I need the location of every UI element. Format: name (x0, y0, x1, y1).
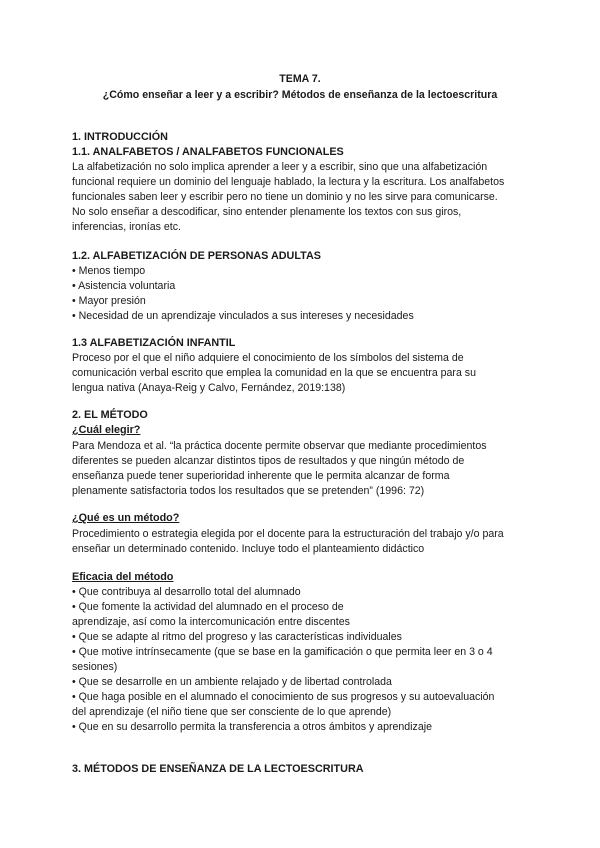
paragraph-line: Para Mendoza et al. “la práctica docente permite observar que mediante procedimientos (72, 440, 487, 452)
list-item: • Que se adapte al ritmo del progreso y las características individuales (72, 631, 402, 643)
list-item: del aprendizaje (el niño tiene que ser consciente de lo que aprende) (72, 706, 392, 718)
paragraph-line: inferencias, ironías etc. (72, 221, 181, 233)
paragraph-line: Proceso por el que el niño adquiere el conocimiento de los símbolos del sistema de (72, 352, 464, 364)
paragraph-line: No solo enseñar a descodificar, sino entender plenamente los textos con sus giros, (72, 206, 462, 218)
paragraph-line: enseñar un determinado contenido. Incluye todo el planteamiento didáctico (72, 543, 425, 555)
section-3-title: 3. MÉTODOS DE ENSEÑANZA DE LA LECTOESCRITURA (72, 763, 364, 775)
paragraph-line: funcionales saben leer y escribir pero no tiene un dominio y no les sirve para comunicarse. (72, 191, 498, 203)
paragraph-line: La alfabetización no solo implica aprender a leer y a escribir, sino que una alfabetización (72, 161, 488, 173)
paragraph-line: Procedimiento o estrategia elegida por el docente para la estructuración del trabajo y/o para (72, 528, 504, 540)
tema-heading: TEMA 7. (279, 73, 321, 85)
paragraph-line: comunicación verbal escrito que emplea la comunidad en la que se encuentra para su (72, 367, 476, 379)
paragraph-line: diferentes se pueden alcanzar distintos tipos de resultados y que ningún método de (72, 455, 465, 467)
document-subtitle: ¿Cómo enseñar a leer y a escribir? Métodos de enseñanza de la lectoescritura (102, 89, 498, 101)
paragraph-line: enseñanza puede tener superioridad inherente que le permita alcanzar de forma (72, 470, 450, 482)
list-item: • Que fomente la actividad del alumnado en el proceso de (72, 601, 344, 613)
section-1-2-title: 1.2. ALFABETIZACIÓN DE PERSONAS ADULTAS (72, 250, 321, 262)
question-cual-elegir: ¿Cuál elegir? (72, 424, 141, 436)
paragraph-line: funcional requiere un dominio del lenguaje hablado, la lectura y la escritura. Los analfabetos (72, 176, 505, 188)
list-item: • Mayor presión (72, 295, 146, 307)
paragraph-line: lengua nativa (Anaya-Reig y Calvo, Fernández, 2019:138) (72, 382, 346, 394)
list-item: sesiones) (72, 661, 118, 673)
section-2-title: 2. EL MÉTODO (72, 409, 148, 421)
list-item: • Que contribuya al desarrollo total del alumnado (72, 586, 301, 598)
section-1-3-title: 1.3 ALFABETIZACIÓN INFANTIL (72, 337, 236, 349)
list-item: • Que haga posible en el alumnado el conocimiento de sus progresos y su autoevaluación (72, 691, 495, 703)
list-item: • Menos tiempo (72, 265, 146, 277)
list-item: aprendizaje, así como la intercomunicación entre discentes (72, 616, 350, 628)
question-que-es-metodo: ¿Qué es un método? (72, 512, 180, 524)
section-1-title: 1. INTRODUCCIÓN (72, 131, 168, 143)
eficacia-title: Eficacia del método (72, 571, 174, 583)
paragraph-line: plenamente satisfactoria todos los resultados que se pretenden” (1996: 72) (72, 485, 425, 497)
list-item: • Asistencia voluntaria (72, 280, 176, 292)
list-item: • Necesidad de un aprendizaje vinculados a sus intereses y necesidades (72, 310, 414, 322)
section-1-1-title: 1.1. ANALFABETOS / ANALFABETOS FUNCIONALES (72, 146, 344, 158)
list-item: • Que se desarrolle en un ambiente relajado y de libertad controlada (72, 676, 392, 688)
list-item: • Que en su desarrollo permita la transferencia a otros ámbitos y aprendizaje (72, 721, 432, 733)
list-item: • Que motive intrínsecamente (que se base en la gamificación o que permita leer en 3 o 4 (72, 646, 493, 658)
